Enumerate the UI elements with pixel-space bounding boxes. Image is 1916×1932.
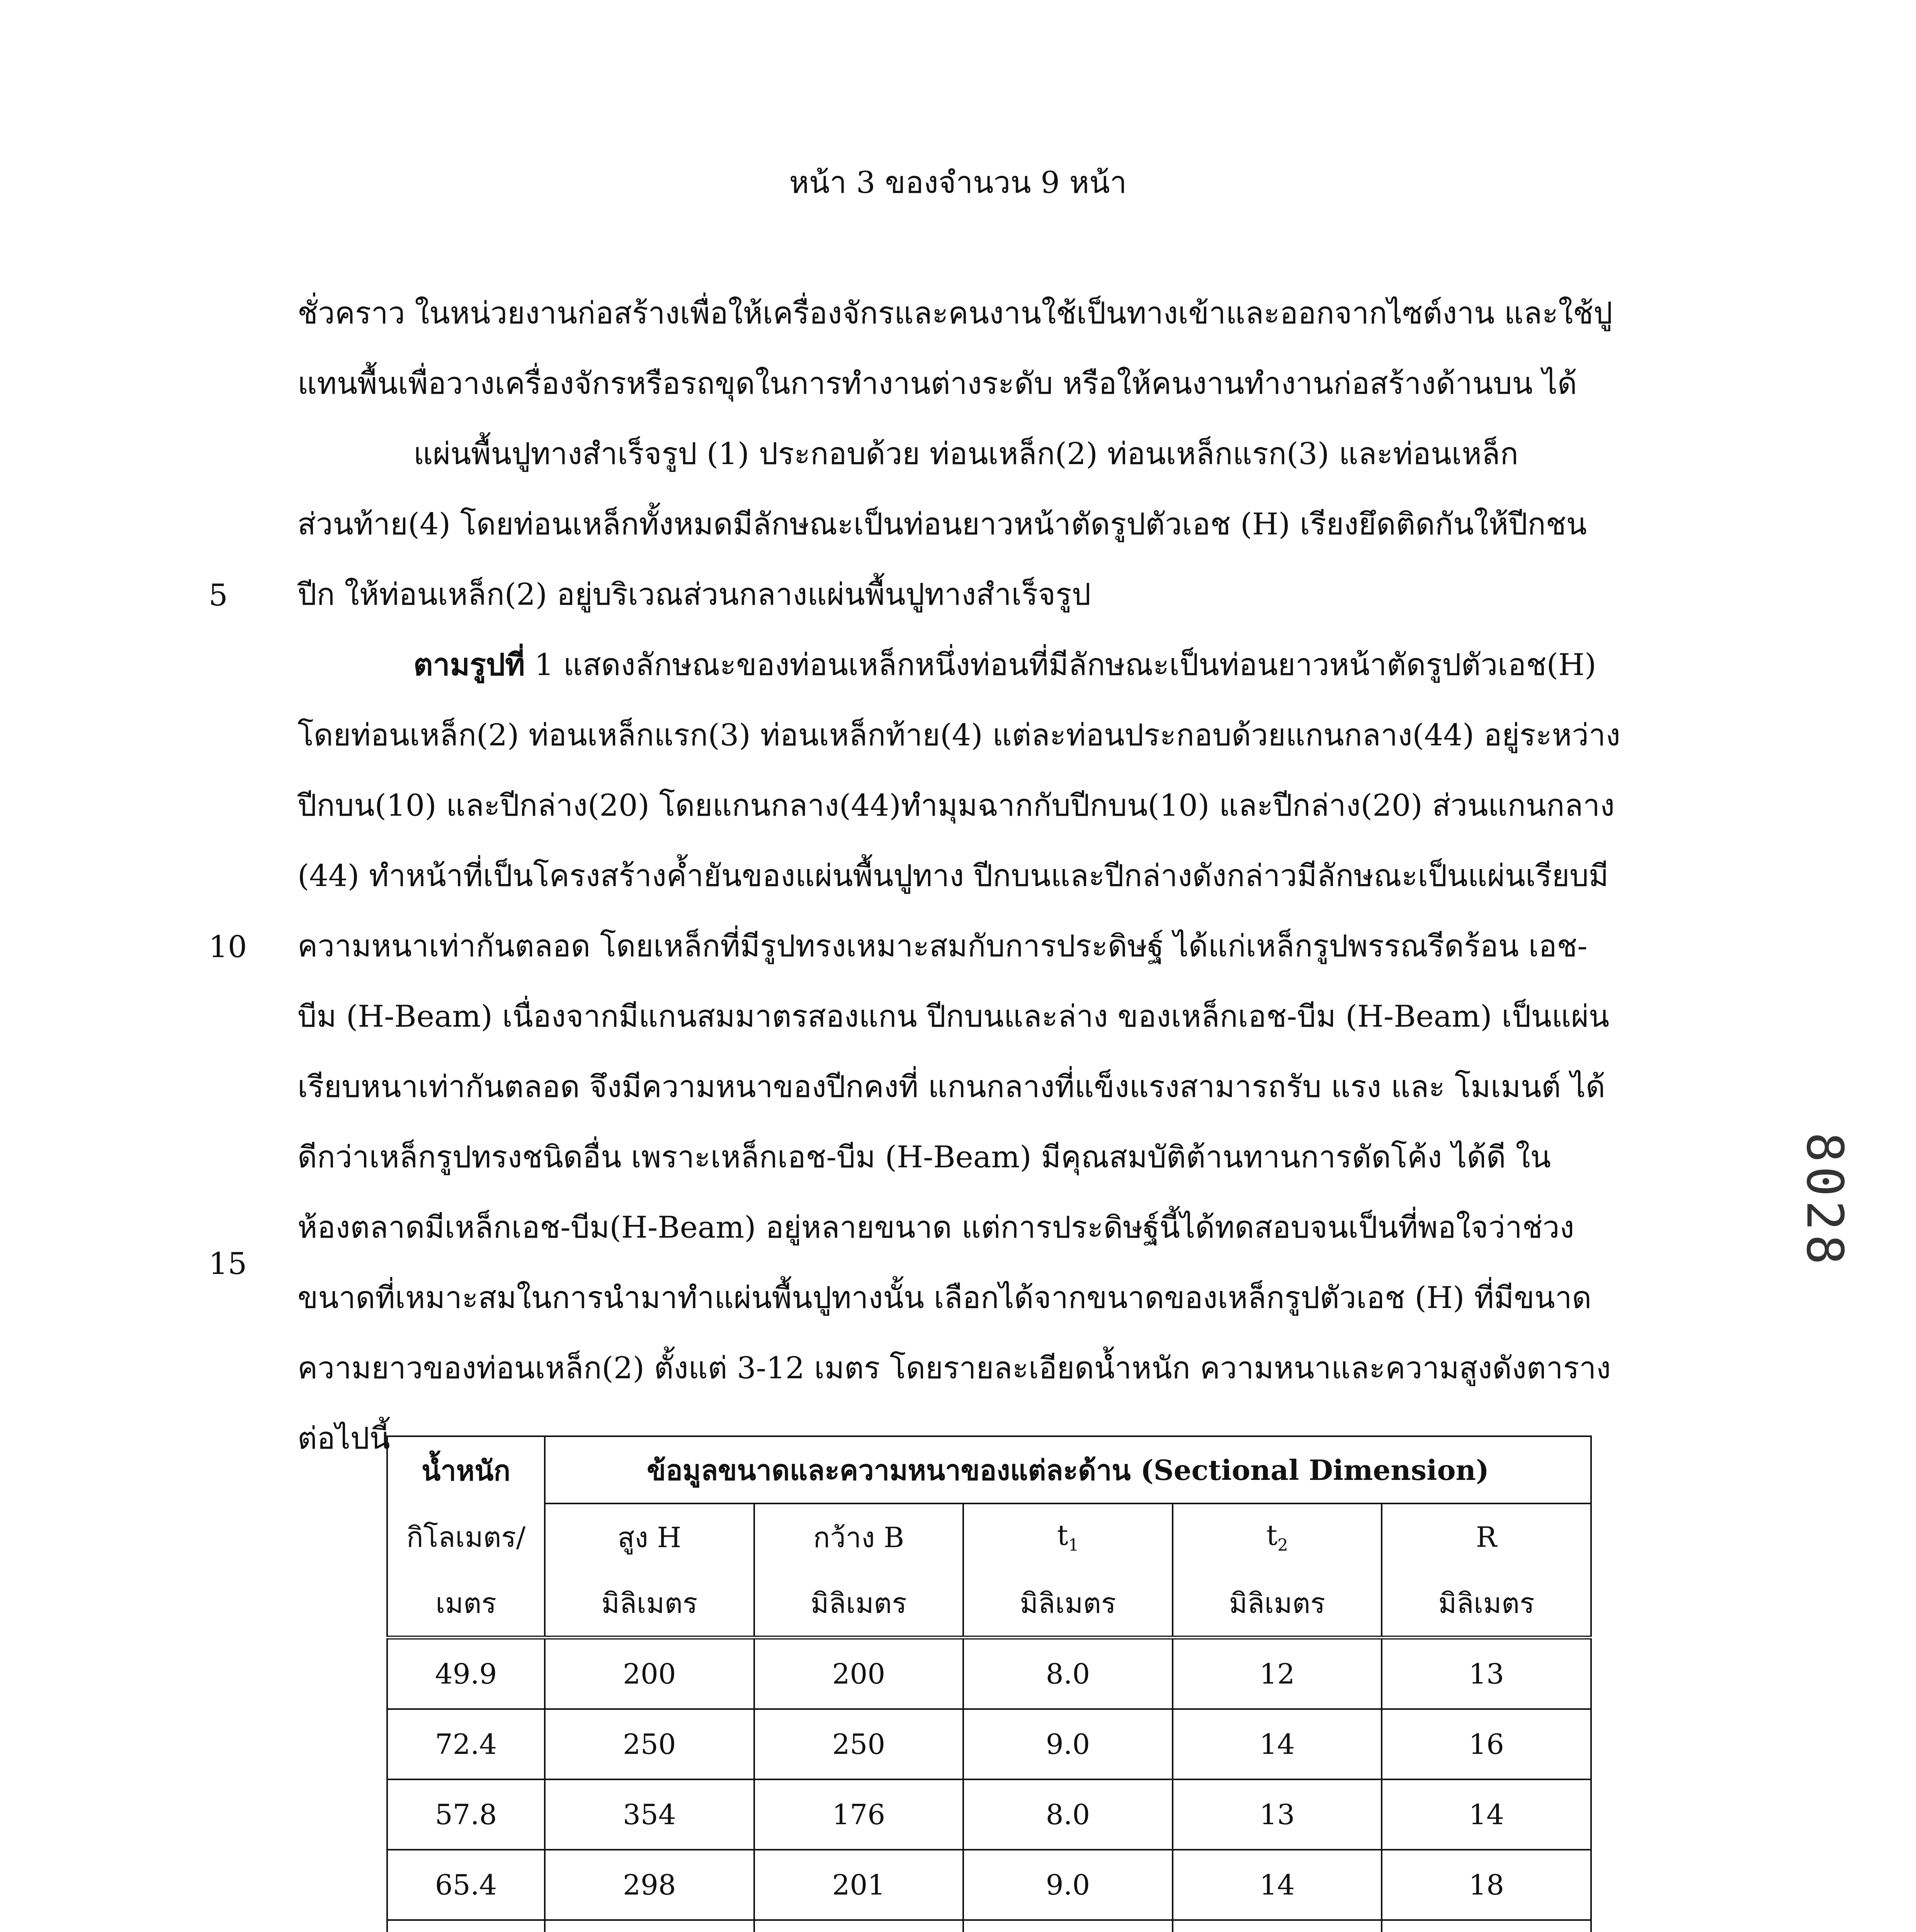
table-unit-row (387, 1570, 1591, 1638)
text-line: ความยาวของท่อนเหล็ก(2) ตั้งแต่ 3-12 เมตร โดยรายละเอียดน้ำหนัก ความหนาและความสูงดังตาราง (298, 1351, 1611, 1386)
table-row (387, 1920, 1591, 1932)
unit-label: มิลิเมตร (963, 1570, 1173, 1638)
text-line: (44) ทำหน้าที่เป็นโครงสร้างค้ำยันของแผ่นพื้นปูทาง ปีกบนและปีกล่างดังกล่าวมีลักษณะเป็นแผ่นเรียบมี (298, 859, 1609, 893)
text-line: ปีก ให้ท่อนเหล็ก(2) อยู่บริเวณส่วนกลางแผ่นพื้นปูทางสำเร็จรูป (298, 577, 1091, 612)
text-line: โดยท่อนเหล็ก(2) ท่อนเหล็กแรก(3) ท่อนเหล็กท้าย(4) แต่ละท่อนประกอบด้วยแกนกลาง(44) อยู่ระหว่าง (298, 718, 1620, 753)
table-cell: 14 (1173, 1850, 1382, 1920)
table-cell (1173, 1920, 1382, 1932)
unit-label: มิลิเมตร (1173, 1570, 1382, 1638)
table-cell: 72.4 (387, 1709, 545, 1779)
table-cell: 354 (545, 1779, 754, 1850)
t2-header: $t_2$ (1173, 1503, 1382, 1570)
figure-reference-line (298, 630, 1688, 700)
table-cell: 250 (545, 1709, 754, 1779)
sectional-dimension-header: ข้อมูลขนาดและความหนาของแต่ละด้าน (Sectional Dimension) (545, 1436, 1591, 1503)
table-header (387, 1436, 1591, 1638)
weight-unit-header-2: เมตร (387, 1570, 545, 1638)
width-header: กว้าง B (754, 1503, 964, 1570)
table-cell: 65.4 (387, 1850, 545, 1920)
table-cell: 12 (1173, 1638, 1382, 1709)
table-header-row (387, 1436, 1591, 1503)
page-number-stamp: 8028 (1795, 1132, 1854, 1269)
table-cell: 8.0 (963, 1779, 1173, 1850)
table-cell: 250 (754, 1709, 964, 1779)
unit-label: มิลิเมตร (545, 1570, 754, 1638)
figure-reference-text: 1 แสดงลักษณะของท่อนเหล็กหนึ่งท่อนที่มีลักษณะเป็นท่อนยาวหน้าตัดรูปตัวเอช(H) (525, 648, 1596, 682)
text-line: ต่อไปนี้ (298, 1421, 390, 1456)
text-line: ห้องตลาดมีเหล็กเอช-บีม(H-Beam) อยู่หลายขนาด แต่การประดิษฐ์นี้ได้ทดสอบจนเป็นที่พอใจว่าช่วง (298, 1210, 1574, 1245)
text-line: บีม (H-Beam) เนื่องจากมีแกนสมมาตรสองแกน ปีกบนและล่าง ของเหล็กเอช-บีม (H-Beam) เป็นแผ่น (298, 999, 1610, 1034)
sectional-dimension-table (386, 1435, 1592, 1932)
table-cell: 13 (1382, 1638, 1591, 1709)
table-cell: 9.0 (963, 1709, 1173, 1779)
table-cell (754, 1920, 964, 1932)
table-row (387, 1779, 1591, 1850)
text-line: ขนาดที่เหมาะสมในการนำมาทำแผ่นพื้นปูทางนั้น เลือกได้จากขนาดของเหล็กรูปตัวเอช (H) ที่มีขนาด (298, 1281, 1592, 1315)
table-cell: 49.9 (387, 1638, 545, 1709)
height-header: สูง H (545, 1503, 754, 1570)
table-cell: 201 (754, 1850, 964, 1920)
weight-header: น้ำหนัก (387, 1436, 545, 1503)
text-line: แผ่นพื้นปูทางสำเร็จรูป (1) ประกอบด้วย ท่อนเหล็ก(2) ท่อนเหล็กแรก(3) และท่อนเหล็ก (413, 437, 1518, 471)
text-line: ความหนาเท่ากันตลอด โดยเหล็กที่มีรูปทรงเหมาะสมกับการประดิษฐ์ ได้แก่เหล็กรูปพรรณรีดร้อน เอช- (298, 929, 1588, 964)
t1-header: $t_1$ (963, 1503, 1173, 1570)
table-header-row (387, 1503, 1591, 1570)
table-cell: 176 (754, 1779, 964, 1850)
table-cell (963, 1920, 1173, 1932)
text-line: ปีกบน(10) และปีกล่าง(20) โดยแกนกลาง(44)ทำมุมฉากกับปีกบน(10) และปีกล่าง(20) ส่วนแกนกลาง (298, 788, 1615, 823)
line-number: 15 (209, 1247, 247, 1281)
table-cell: 14 (1173, 1709, 1382, 1779)
text-line: ส่วนท้าย(4) โดยท่อนเหล็กทั้งหมดมีลักษณะเป็นท่อนยาวหน้าตัดรูปตัวเอช (H) เรียงยึดติดกันให้ปีกชน (298, 507, 1587, 542)
table-cell: 200 (545, 1638, 754, 1709)
table-row (387, 1709, 1591, 1779)
table-cell (387, 1920, 545, 1932)
table-cell: 16 (1382, 1709, 1591, 1779)
table-cell (1382, 1920, 1591, 1932)
unit-label: มิลิเมตร (1382, 1570, 1591, 1638)
table-row (387, 1850, 1591, 1920)
body-text-upper (298, 278, 1688, 1474)
line-number: 5 (209, 578, 228, 613)
text-line: เรียบหนาเท่ากันตลอด จึงมีความหนาของปีกคงที่ แกนกลางที่แข็งแรงสามารถรับ แรง และ โมเมนต์ ได้ (298, 1070, 1605, 1104)
table-cell: 57.8 (387, 1779, 545, 1850)
table-cell: 9.0 (963, 1850, 1173, 1920)
table-cell: 14 (1382, 1779, 1591, 1850)
text-line: ดีกว่าเหล็กรูปทรงชนิดอื่น เพราะเหล็กเอช-บีม (H-Beam) มีคุณสมบัติต้านทานการดัดโค้ง ได้ดี ใน (298, 1140, 1551, 1175)
page-header: หน้า 3 ของจำนวน 9 หน้า (789, 165, 1127, 200)
table-cell: 13 (1173, 1779, 1382, 1850)
table-body (387, 1638, 1591, 1932)
text-line: แทนพื้นเพื่อวางเครื่องจักรหรือรถขุดในการทำงานต่างระดับ หรือให้คนงานทำงานก่อสร้างด้านบน ได้ (298, 366, 1577, 401)
unit-label: มิลิเมตร (754, 1570, 964, 1638)
table-cell: 298 (545, 1850, 754, 1920)
figure-reference-label: ตามรูปที่ (413, 647, 525, 682)
table-cell (545, 1920, 754, 1932)
r-header: R (1382, 1503, 1591, 1570)
table-cell: 18 (1382, 1850, 1591, 1920)
table-cell: 8.0 (963, 1638, 1173, 1709)
line-number: 10 (209, 930, 247, 964)
text-line: ชั่วคราว ในหน่วยงานก่อสร้างเพื่อให้เครื่องจักรและคนงานใช้เป็นทางเข้าและออกจากไซต์งาน และใช้ปู (298, 296, 1613, 331)
weight-unit-header: กิโลเมตร/ (387, 1503, 545, 1570)
table-row (387, 1638, 1591, 1709)
table-cell: 200 (754, 1638, 964, 1709)
